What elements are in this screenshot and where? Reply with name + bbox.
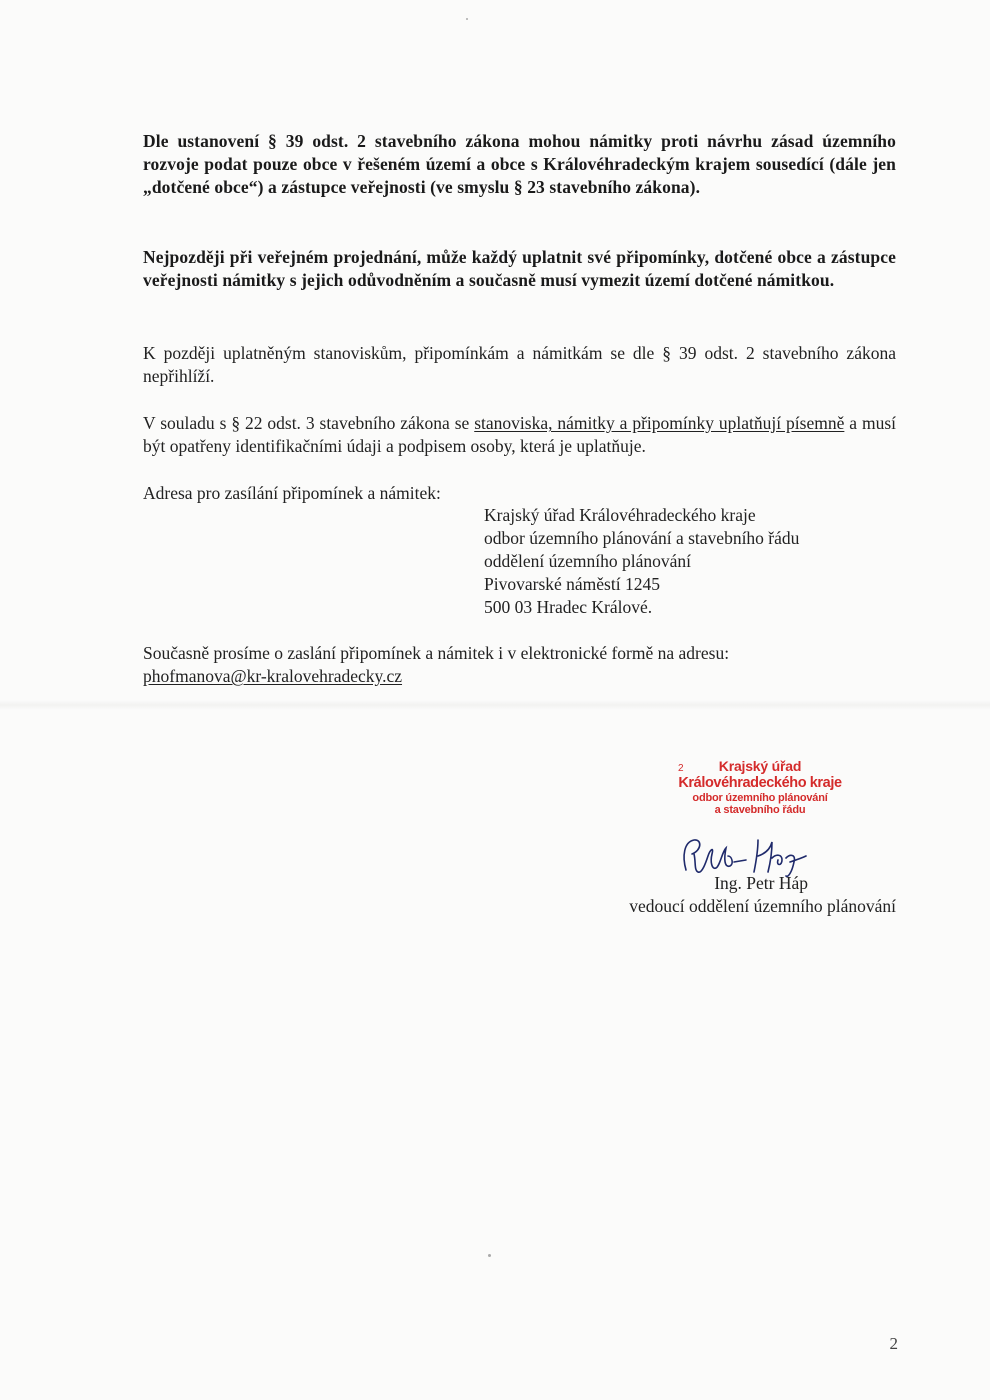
- paragraph-deadline: Nejpozději při veřejném projednání, může každý uplatnit své připomínky, dotčené obce a zástupce veřejnosti námitky s jejich odůvodněním a současně musí vymezit území dotčené námitkou.: [143, 247, 896, 290]
- address-line-city: 500 03 Hradec Králové.: [484, 597, 653, 617]
- scan-speck: [466, 18, 468, 20]
- office-stamp: [660, 758, 860, 816]
- address-line-department: odbor územního plánování a stavebního řádu: [484, 528, 800, 548]
- paper-fold: [0, 700, 990, 710]
- page-number: 2: [889, 1334, 898, 1353]
- written-form-text-end: a musí být opatřeny identifikačními údaji a podpisem osoby, která je uplatňuje.: [143, 413, 897, 456]
- stamp-line-department: odbor územního plánování: [692, 792, 828, 804]
- signer-block: [564, 872, 896, 918]
- signer-name: Ing. Petr Háp: [714, 873, 808, 893]
- postal-address: [484, 504, 799, 619]
- electronic-request-text: Současně prosíme o zaslání připomínek a námitek i v elektronické formě na adresu:: [143, 643, 730, 663]
- paragraph-late-submissions: K později uplatněným stanoviskům, připomínkám a námitkám se dle § 39 odst. 2 stavebního zákona nepřihlíží.: [143, 343, 896, 386]
- address-line-street: Pivovarské náměstí 1245: [484, 574, 660, 594]
- email-link[interactable]: phofmanova@kr-kralovehradecky.cz: [143, 666, 403, 686]
- stamp-line-office: Krajský úřad: [718, 758, 802, 774]
- paragraph-written-form: [143, 412, 896, 458]
- scan-speck: [488, 1254, 491, 1257]
- stamp-line-order: a stavebního řádu: [714, 804, 806, 816]
- stamp-number: 2: [678, 763, 684, 774]
- paragraph-objections-rights: Dle ustanovení § 39 odst. 2 stavebního zákona mohou námitky proti návrhu zásad územního rozvoje podat pouze obce v řešeném území a obce s Královéhradeckým krajem sousedící (dále jen „dotčené obce“) a zástupce veřejnosti (ve smyslu § 23 stavebního zákona).: [143, 131, 896, 197]
- written-form-text-start: V souladu s § 22 odst. 3 stavebního zákona se: [143, 413, 475, 433]
- written-form-underlined: stanoviska, námitky a připomínky uplatňují písemně: [474, 413, 845, 433]
- address-intro: Adresa pro zasílání připomínek a námitek:: [143, 483, 441, 503]
- stamp-line-region: Královéhradeckého kraje: [678, 775, 842, 791]
- address-line-office: Krajský úřad Královéhradeckého kraje: [484, 505, 756, 525]
- signer-role: vedoucí oddělení územního plánování: [629, 896, 896, 916]
- paragraph-electronic: [143, 642, 896, 688]
- address-line-section: oddělení územního plánování: [484, 551, 692, 571]
